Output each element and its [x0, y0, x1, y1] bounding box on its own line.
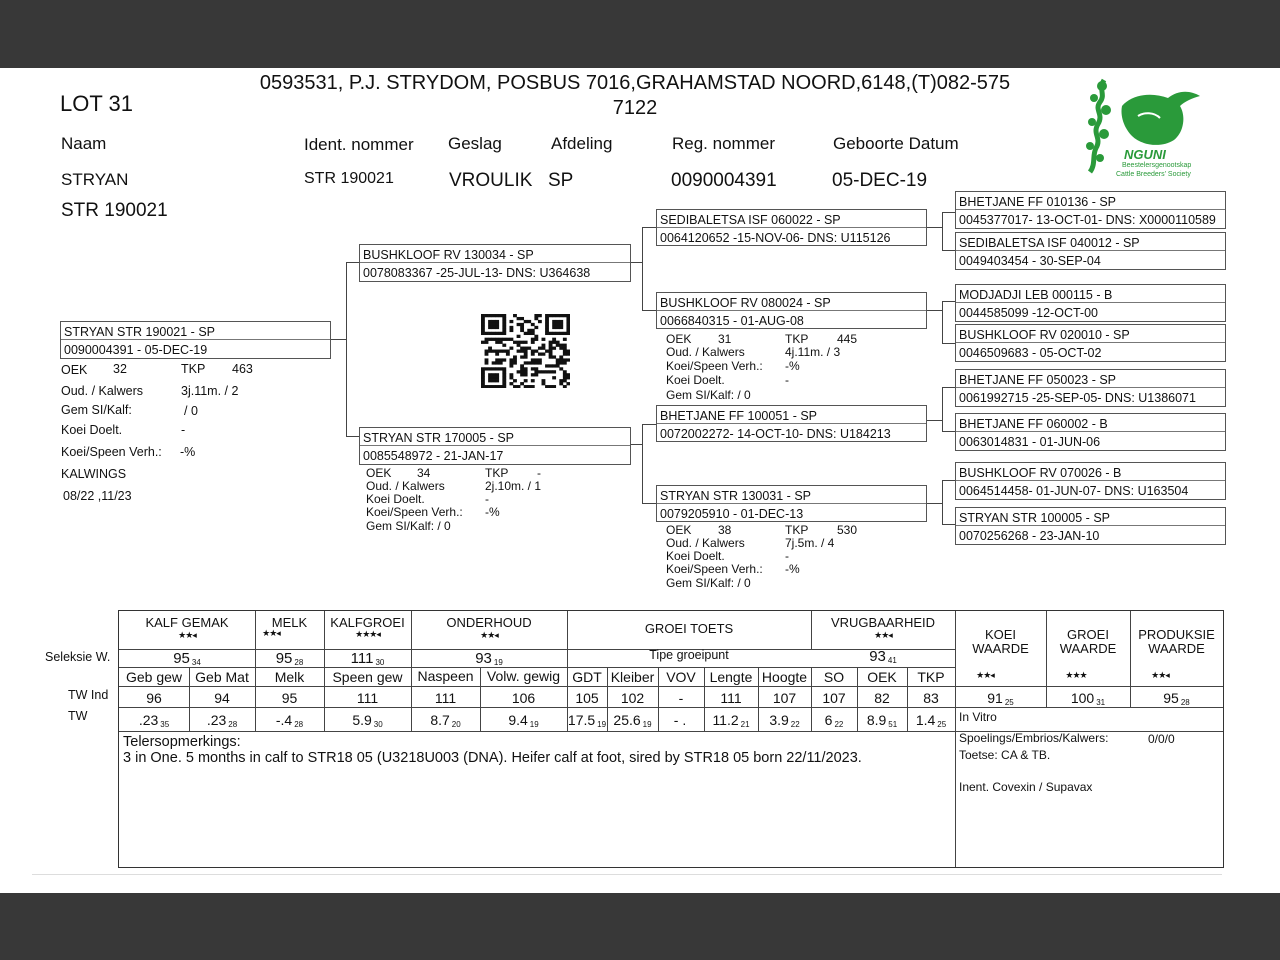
col-header: Geb Mat — [195, 669, 249, 685]
dam-age-label: Oud. / Kalwers — [366, 479, 445, 493]
subject-oek: 32 — [113, 362, 127, 376]
koei-waarde-value: 91 $_{25}$ — [987, 690, 1014, 707]
dd-koei-label: Koei Doelt. — [666, 549, 725, 563]
sd-age: 4j.11m. / 3 — [785, 345, 841, 359]
dam-koei-label: Koei Doelt. — [366, 492, 425, 506]
sel-melk: 95 $_{28}$ — [275, 650, 304, 667]
koei-waarde-title-1: KOEI — [984, 627, 1017, 642]
dd-tkp: 530 — [837, 523, 858, 537]
subject-speen: -% — [180, 445, 196, 459]
nguni-logo — [1082, 76, 1212, 181]
stars-onderhoud: ★★◂ — [480, 630, 498, 640]
dd-koei: - — [785, 549, 789, 563]
dam-speen: -% — [485, 505, 500, 519]
connector — [942, 387, 943, 431]
tw-value: -.4 $_{28}$ — [275, 712, 304, 729]
twind-value: 107 — [822, 690, 846, 706]
label-sex: Geslag — [448, 134, 502, 153]
pedigree-ss-box — [656, 209, 927, 246]
stars-produksie-waarde: ★★◂ — [1151, 670, 1169, 680]
remarks-text: 3 in One. 5 months in calf to STR18 05 (U3218U003 (DNA). Heifer calf at foot, sired by STR18 05 born 22/11/2023. — [123, 750, 862, 766]
connector — [942, 480, 956, 481]
twind-value: 96 — [146, 690, 162, 706]
pedigree-sire-box — [359, 244, 631, 282]
animal-dob: 05-DEC-19 — [832, 170, 928, 191]
dd-gem: Gem SI/Kalf: / 0 — [666, 576, 751, 590]
sel-vrug: 93 $_{41}$ — [869, 648, 897, 665]
logo-sub-1: Beestelersgenootskap — [1122, 162, 1192, 169]
label-reg: Reg. nommer — [672, 134, 775, 153]
tw-value: 9.4 $_{19}$ — [508, 712, 539, 729]
gg-line-1: BHETJANE FF 060002 - B — [959, 417, 1108, 431]
stars-melk: ★★◂ — [262, 628, 280, 638]
sd-oek: 31 — [718, 332, 732, 346]
subject-line-2: 0090004391 - 05-DEC-19 — [64, 343, 208, 357]
dd-speen: -% — [785, 562, 800, 576]
dd-age-label: Oud. / Kalwers — [666, 536, 745, 550]
connector — [942, 212, 956, 213]
pedigree-dam-box — [359, 427, 631, 465]
pedigree-dd-box — [656, 485, 927, 522]
connector — [942, 431, 956, 432]
sd-tkp: 445 — [837, 332, 858, 346]
owner-line-1: 0593531, P.J. STRYDOM, POSBUS 7016,GRAHAMSTAD NOORD,6148,(T)082-575 — [259, 72, 1011, 94]
group-melk: MELK — [271, 615, 308, 630]
in-vitro-label: In Vitro — [959, 710, 997, 724]
pedigree-gg-box — [955, 369, 1226, 407]
pedigree-sd-box — [656, 292, 927, 329]
twind-value: 107 — [772, 690, 797, 706]
group-onderhoud: ONDERHOUD — [446, 615, 532, 630]
remarks-label: Telersopmerkings: — [123, 734, 241, 750]
animal-sex: VROULIK — [449, 170, 533, 191]
kalwings-dates: 08/22 ,11/23 — [63, 489, 132, 503]
gg-line-2: 0044585099 -12-OCT-00 — [959, 306, 1098, 320]
qr-code — [481, 314, 570, 388]
col-header: OEK — [867, 669, 897, 685]
groei-waarde-title-1: GROEI — [1067, 627, 1109, 642]
gg-line-1: BHETJANE FF 010136 - SP — [959, 195, 1117, 209]
subject-gem-label: Gem SI/Kalf: — [61, 403, 132, 417]
col-header: Lengte — [709, 669, 753, 685]
col-header: Hoogte — [761, 669, 808, 685]
tw-value: 8.9 $_{51}$ — [866, 712, 898, 729]
stars-groei-waarde: ★★★ — [1065, 670, 1087, 680]
twind-value: 102 — [620, 690, 645, 706]
gg-line-1: BHETJANE FF 050023 - SP — [959, 373, 1117, 387]
produksie-waarde-title-2: WAARDE — [1148, 641, 1205, 656]
label-section: Afdeling — [551, 134, 613, 153]
top-bar — [0, 0, 1280, 68]
subject-oek-label: OEK — [61, 363, 88, 377]
tw-value: 25.6 $_{19}$ — [613, 712, 652, 729]
logo-sub-2: Cattle Breeders' Society — [1116, 171, 1191, 178]
gg-line-2: 0049403454 - 30-SEP-04 — [959, 254, 1101, 268]
pedigree-subject-box — [60, 321, 331, 359]
connector — [330, 339, 346, 340]
twind-value: 111 — [434, 690, 457, 706]
connector — [630, 262, 642, 263]
sire-line-1: BUSHKLOOF RV 130034 - SP — [363, 248, 534, 262]
gg-line-2: 0070256268 - 23-JAN-10 — [959, 529, 1100, 543]
row-label-tw: TW — [68, 709, 88, 723]
tw-value: 5.9 $_{30}$ — [352, 712, 383, 729]
sd-koei: - — [785, 373, 789, 387]
col-header: VOV — [666, 669, 696, 685]
connector — [926, 227, 942, 228]
col-header: Kleiber — [610, 669, 655, 685]
twind-value: 94 — [214, 690, 230, 706]
lot-number: LOT 31 — [60, 91, 133, 116]
ds-line-2: 0072002272- 14-OCT-10- DNS: U184213 — [660, 427, 891, 441]
dam-tkp: - — [537, 466, 541, 480]
col-header: TKP — [917, 669, 945, 685]
sel-kalf: 95 $_{34}$ — [173, 650, 201, 667]
kalwings-label: KALWINGS — [61, 467, 127, 481]
subject-tkp: 463 — [232, 362, 253, 376]
connector — [942, 212, 943, 250]
subject-age: 3j.11m. / 2 — [181, 384, 239, 398]
tipe-groeipunt: Tipe groeipunt — [649, 648, 729, 662]
stars-kalf-gemak: ★★◂ — [178, 630, 196, 640]
row-label-twind: TW Ind — [68, 688, 109, 702]
twind-value: 111 — [356, 690, 379, 706]
sd-line-2: 0066840315 - 01-AUG-08 — [660, 314, 804, 328]
tw-value: - . — [673, 712, 687, 728]
label-ident: Ident. nommer — [304, 135, 414, 154]
dd-oek: 38 — [718, 523, 732, 537]
gg-line-2: 0061992715 -25-SEP-05- DNS: U1386071 — [959, 391, 1196, 405]
dd-oek-label: OEK — [666, 523, 692, 537]
gg-line-1: SEDIBALETSA ISF 040012 - SP — [959, 236, 1140, 250]
col-header: Naspeen — [417, 668, 474, 684]
pedigree-gg-box — [955, 324, 1226, 362]
gg-line-2: 0064514458- 01-JUN-07- DNS: U163504 — [959, 484, 1189, 498]
sd-oek-label: OEK — [666, 332, 692, 346]
dd-tkp-label: TKP — [785, 523, 809, 537]
subject-tkp-label: TKP — [181, 362, 206, 376]
groei-waarde-value: 100 $_{31}$ — [1070, 690, 1106, 707]
gg-line-1: STRYAN STR 100005 - SP — [959, 511, 1110, 525]
sel-onderhoud: 93 $_{19}$ — [475, 650, 503, 667]
connector — [942, 250, 956, 251]
label-name: Naam — [61, 134, 107, 153]
ss-line-2: 0064120652 -15-NOV-06- DNS: U115126 — [660, 231, 891, 245]
stars-vrugbaarheid: ★★◂ — [874, 630, 892, 640]
dam-koei: - — [485, 492, 489, 506]
dd-line-1: STRYAN STR 130031 - SP — [660, 489, 811, 503]
twind-value: 111 — [720, 690, 742, 706]
sd-gem: Gem SI/Kalf: / 0 — [666, 388, 751, 402]
gg-line-2: 0046509683 - 05-OCT-02 — [959, 346, 1102, 360]
tw-value: .23 $_{28}$ — [206, 712, 238, 729]
sd-line-1: BUSHKLOOF RV 080024 - SP — [660, 296, 831, 310]
dam-speen-label: Koei/Speen Verh.: — [366, 505, 463, 519]
toetse: Toetse: CA & TB. — [959, 748, 1051, 762]
inent: Inent. Covexin / Supavax — [959, 780, 1093, 794]
connector — [942, 301, 956, 302]
col-header: SO — [823, 669, 845, 685]
produksie-waarde-value: 95 $_{28}$ — [1163, 690, 1190, 707]
pedigree-ds-box — [656, 405, 927, 442]
col-header: GDT — [572, 669, 602, 685]
pedigree-gg-box — [955, 462, 1226, 500]
connector — [942, 301, 943, 343]
dd-speen-label: Koei/Speen Verh.: — [666, 562, 763, 576]
gg-line-1: BUSHKLOOF RV 070026 - B — [959, 466, 1122, 480]
animal-id-line: STR 190021 — [61, 200, 168, 221]
animal-section: SP — [548, 170, 574, 191]
col-header: Melk — [274, 669, 305, 685]
sd-speen: -% — [785, 359, 800, 373]
subject-speen-label: Koei/Speen Verh.: — [61, 445, 162, 459]
groei-waarde-title-2: WAARDE — [1059, 641, 1117, 656]
animal-ident: STR 190021 — [304, 170, 394, 187]
dam-age: 2j.10m. / 1 — [485, 479, 542, 493]
twind-value: - — [678, 690, 684, 706]
connector — [642, 424, 643, 504]
dam-oek-label: OEK — [366, 466, 392, 480]
connector — [642, 227, 656, 228]
tw-value: 17.5 $_{19}$ — [567, 712, 607, 729]
subject-age-label: Oud. / Kalwers — [61, 384, 143, 398]
twind-value: 83 — [923, 690, 939, 706]
subject-koei-label: Koei Doelt. — [61, 423, 123, 437]
subject-koei: - — [181, 423, 186, 437]
connector — [942, 524, 956, 525]
col-header: Speen gew — [332, 669, 403, 685]
logo-brand: NGUNI — [1124, 147, 1166, 162]
animal-reg: 0090004391 — [671, 170, 777, 191]
twind-value: 105 — [575, 690, 599, 706]
sd-speen-label: Koei/Speen Verh.: — [666, 359, 763, 373]
gg-line-2: 0063014831 - 01-JUN-06 — [959, 435, 1101, 449]
connector — [942, 480, 943, 524]
gg-line-2: 0045377017- 13-OCT-01- DNS: X0000110589 — [959, 213, 1216, 227]
pedigree-gg-box — [955, 507, 1226, 545]
tw-value: 1.4 $_{25}$ — [915, 712, 947, 729]
tw-value: 11.2 $_{21}$ — [712, 712, 750, 729]
group-groei-toets: GROEI TOETS — [644, 621, 734, 636]
ss-line-1: SEDIBALETSA ISF 060022 - SP — [660, 213, 841, 227]
group-kalfgroei: KALFGROEI — [330, 615, 405, 630]
connector — [642, 424, 656, 425]
group-vrugbaarheid: VRUGBAARHEID — [830, 615, 936, 630]
produksie-waarde-title-1: PRODUKSIE — [1138, 627, 1215, 642]
connector — [346, 262, 347, 436]
connector — [926, 310, 942, 311]
tw-value: 3.9 $_{22}$ — [769, 712, 800, 729]
connector — [346, 262, 360, 263]
row-label-selection: Seleksie W. — [45, 650, 111, 664]
connector — [926, 420, 942, 421]
tw-value: .23 $_{35}$ — [138, 712, 170, 729]
koei-waarde-title-2: WAARDE — [972, 641, 1029, 656]
subject-gem: / 0 — [184, 404, 198, 418]
connector — [346, 436, 360, 437]
col-header: Volw. gewig — [486, 668, 561, 684]
col-header: Geb gew — [125, 669, 183, 685]
pedigree-gg-box — [955, 232, 1226, 270]
sd-koei-label: Koei Doelt. — [666, 373, 725, 387]
connector — [642, 503, 656, 504]
stars-kalfgroei: ★★★◂ — [355, 629, 380, 639]
pedigree-gg-box — [955, 284, 1226, 322]
stars-koei-waarde: ★★◂ — [976, 670, 994, 680]
dam-gem: Gem SI/Kalf: / 0 — [366, 519, 451, 533]
dam-line-1: STRYAN STR 170005 - SP — [363, 431, 514, 445]
connector — [630, 444, 642, 445]
dam-tkp-label: TKP — [485, 466, 509, 480]
owner-line-2: 7122 — [612, 97, 658, 119]
twind-value: 95 — [281, 690, 298, 706]
twind-value: 82 — [874, 690, 890, 706]
bottom-bar — [0, 893, 1280, 960]
label-dob: Geboorte Datum — [833, 134, 959, 153]
dd-age: 7j.5m. / 4 — [785, 536, 835, 550]
group-kalf-gemak: KALF GEMAK — [145, 615, 229, 630]
gg-line-1: BUSHKLOOF RV 020010 - SP — [959, 328, 1130, 342]
gg-line-1: MODJADJI LEB 000115 - B — [959, 288, 1113, 302]
sd-age-label: Oud. / Kalwers — [666, 345, 745, 359]
subject-line-1: STRYAN STR 190021 - SP — [64, 325, 215, 339]
dam-line-2: 0085548972 - 21-JAN-17 — [363, 449, 504, 463]
performance-table — [118, 610, 1224, 868]
qr-graphic — [481, 314, 570, 388]
ds-line-1: BHETJANE FF 100051 - SP — [660, 409, 818, 423]
connector — [642, 310, 656, 311]
animal-name: STRYAN — [61, 170, 129, 189]
spoelings-value: 0/0/0 — [1148, 732, 1175, 746]
sel-groei: 111 $_{30}$ — [350, 650, 385, 667]
dam-oek: 34 — [417, 466, 431, 480]
sire-line-2: 0078083367 -25-JUL-13- DNS: U364638 — [363, 266, 591, 280]
connector — [942, 387, 956, 388]
footer-divider — [32, 874, 1222, 875]
spoelings-label: Spoelings/Embrios/Kalwers: — [959, 731, 1109, 745]
connector — [642, 227, 643, 311]
pedigree-gg-box — [955, 191, 1226, 229]
sd-tkp-label: TKP — [785, 332, 809, 346]
pedigree-gg-box — [955, 413, 1226, 451]
tw-value: 8.7 $_{20}$ — [430, 712, 461, 729]
tw-value: 6 $_{22}$ — [824, 712, 844, 729]
connector — [926, 503, 942, 504]
twind-value: 106 — [511, 690, 536, 706]
connector — [942, 343, 956, 344]
dd-line-2: 0079205910 - 01-DEC-13 — [660, 507, 804, 521]
